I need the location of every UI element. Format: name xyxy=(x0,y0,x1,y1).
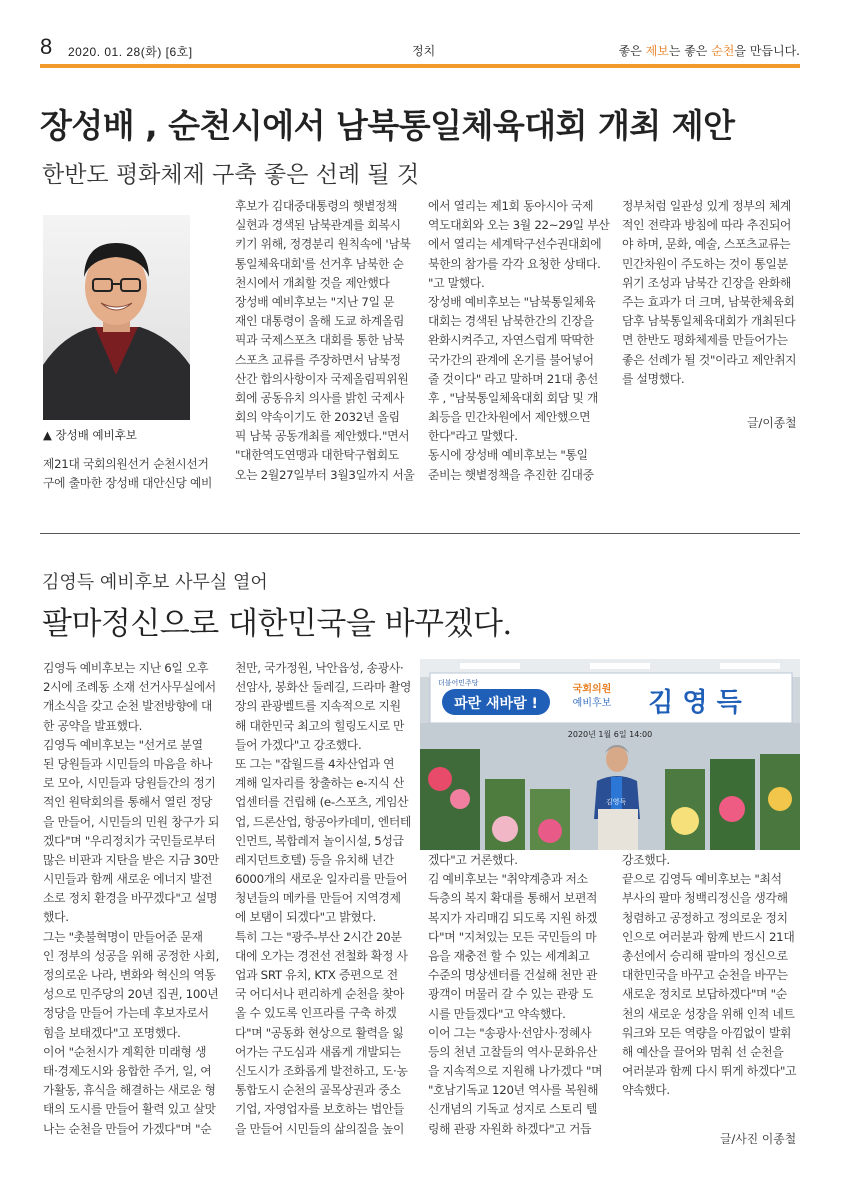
text-line: 청렴하고 공정하고 정의로운 정치 xyxy=(622,910,788,925)
text-line: 국가간의 관계에 온기를 불어넣어 xyxy=(428,352,594,367)
text-line: 음을 재충전 할 수 있는 세계최고 xyxy=(428,948,590,963)
text-line: 후 , "남북통일체육대회 회담 및 개 xyxy=(428,390,599,405)
text-line: 천시에서 개최할 것을 제안했다 xyxy=(235,275,390,290)
text-line: 장의 관광벨트를 지속적으로 지원 xyxy=(235,699,401,714)
text-line: 힘을 보태겠다"고 포명했다. xyxy=(43,1025,181,1040)
text-line: 계해 일자리를 창출하는 e-지식 산 xyxy=(235,776,404,791)
text-line: 올 수 있도록 인프라를 구축 하겠 xyxy=(235,1006,397,1021)
text-line: 여러분과 함께 다시 뛰게 하겠다"고 xyxy=(622,1064,797,1079)
text-line: 키기 위해, 정경분리 원칙속에 '남북 xyxy=(235,237,411,252)
text-line: 해 예산을 끌어와 멈춰 선 순천을 xyxy=(622,1044,784,1059)
text-line: 이어 그는 "송광사·선암사·정혜사 xyxy=(428,1025,592,1040)
article1-column-4 xyxy=(622,197,796,389)
text-line: 좋은 선례가 될 것"이라고 제안취지 xyxy=(622,352,797,367)
text-line: 끝으로 김영득 예비후보는 "최석 xyxy=(622,872,782,887)
text-line: 천만, 국가정원, 낙안읍성, 송광사· xyxy=(235,661,404,675)
text-line: 6000개의 새로운 일자리를 만들어 xyxy=(235,872,408,887)
text-line: 회의 약속이기도 한 2032년 올림 xyxy=(235,410,400,425)
page-number: 8 xyxy=(40,34,53,59)
text-line: 통합도시 순천의 골목상권과 중소 xyxy=(235,1083,401,1098)
banner-role-1: 국회의원 xyxy=(572,684,612,695)
text-line: 제21대 국회의원선거 순천시선거 xyxy=(43,457,209,471)
text-line: 후보가 김대중대통령의 햇볕정책 xyxy=(235,199,398,213)
article2-column-1 xyxy=(43,659,219,1139)
text-line: 에 보탬이 되겠다"고 밝혔다. xyxy=(235,910,376,925)
text-line: 링해 관광 자원화 하겠다"고 거듭 xyxy=(428,1121,592,1136)
article1-headline: 장성배 , 순천시에서 남북통일체육대회 개최 제안 xyxy=(40,106,735,145)
text-line: 에서 열리는 제1회 동아시아 국제 xyxy=(428,199,594,213)
text-line: 한 공약을 발표했다. xyxy=(43,718,143,733)
text-line: 구에 출마한 장성배 대안신당 예비 xyxy=(43,476,213,491)
text-line: 된 당원들과 시민들의 마음을 하나 xyxy=(43,756,213,771)
text-line: 김 예비후보는 "취약계층과 저소 xyxy=(428,872,588,887)
text-line: 김영득 예비후보는 "선거로 분열 xyxy=(43,737,203,752)
text-line: 대한민국을 바꾸고 순천을 바꾸는 xyxy=(622,968,788,983)
text-line: 들어 가겠다"고 강조했다. xyxy=(235,737,362,752)
article-divider xyxy=(40,533,800,534)
text-line: 산간 합의사항이자 국제올림픽위원 xyxy=(235,371,409,386)
text-line: 오는 2월27일부터 3월3일까지 서울 xyxy=(235,467,415,482)
text-line: 겠다"고 거론했다. xyxy=(428,853,518,867)
text-line: 를 설명했다. xyxy=(622,371,685,386)
text-line: 등의 천년 고찰들의 역사·문화유산 xyxy=(428,1044,598,1059)
text-line: 픽과 국제스포츠 대회를 통한 남북 xyxy=(235,333,405,348)
article2-headline: 팔마정신으로 대한민국을 바꾸겠다. xyxy=(42,606,512,642)
text-line: 2시에 조례동 소재 선거사무실에서 xyxy=(43,680,216,695)
text-line: 소로 정치 환경을 바꾸겠다"고 설명 xyxy=(43,891,218,906)
text-line: 기업, 자영업자를 보호하는 법안들 xyxy=(235,1102,405,1117)
banner-date: 2020년 1월 6일 14:00 xyxy=(567,730,653,739)
text-line: 한다"라고 말했다. xyxy=(428,429,518,444)
text-line: 인 정부의 성공을 위해 공정한 사회, xyxy=(43,948,220,963)
article1-column-3 xyxy=(428,197,609,485)
text-line: 민간차원이 주도하는 것이 통일분 xyxy=(622,256,788,271)
text-line: 복지가 자리매김 되도록 지원 하겠 xyxy=(428,910,598,925)
article2-pre-headline: 김영득 예비후보 사무실 열어 xyxy=(42,572,268,593)
text-line: 다"며 "공동화 현상으로 활력을 잃 xyxy=(235,1025,404,1040)
text-line: 에서 열리는 세계탁구선수권대회에 xyxy=(428,237,602,252)
text-line: 약속했다. xyxy=(622,1083,670,1098)
text-line: 시민들과 함께 새로운 에너지 발전 xyxy=(43,872,213,887)
text-line: 김영득 예비후보는 지난 6일 오후 xyxy=(43,661,209,675)
text-line: 실현과 경색된 남북관계를 회복시 xyxy=(235,218,401,233)
header-rule xyxy=(40,64,800,68)
banner-sash: 김영득 xyxy=(605,798,627,806)
text-line: 적인 원탁회의를 통해서 열린 정당 xyxy=(43,795,213,810)
text-line: 적인 전략과 방침에 따라 추진되어 xyxy=(622,218,792,233)
text-line: 가활동, 휴식을 해결하는 새로운 형 xyxy=(43,1083,216,1098)
text-line: 준비는 햇볕정책을 추진한 김대중 xyxy=(428,467,594,482)
text-line: 최등을 민간차원에서 제안했으면 xyxy=(428,410,591,425)
text-line: 장성배 예비후보는 "남북통일체육 xyxy=(428,294,596,309)
newspaper-slogan: 좋은 제보는 좋은 순천을 만듭니다. xyxy=(618,44,800,58)
text-line: 나는 순천을 만들어 가겠다"며 "순 xyxy=(43,1121,212,1136)
text-line: 스포츠 교류를 주장하면서 남북정 xyxy=(235,352,401,367)
text-line: 완화시켜주고, 자연스럽게 딱딱한 xyxy=(428,333,594,348)
banner-role-2: 예비후보 xyxy=(572,698,612,709)
text-line: 성으로 민주당의 20년 집권, 100년 xyxy=(43,987,219,1002)
text-line: 수준의 명상센터를 건설해 천만 관 xyxy=(428,968,598,983)
article1-credit: 글/이종철 xyxy=(747,416,797,430)
text-line: 다"며 "지쳐있는 모든 국민들의 마 xyxy=(428,929,597,944)
text-line: 레지던트호텔) 등을 유치해 년간 xyxy=(235,852,394,867)
text-line: 천의 새로운 성장을 위해 인적 네트 xyxy=(622,1006,795,1021)
text-line: 로 모아, 시민들과 당원들간의 정기 xyxy=(43,776,216,791)
text-line: 담후 남북통일체육대회가 개최된다 xyxy=(622,314,796,329)
text-line: 정의로운 나라, 변화와 혁신의 역동 xyxy=(43,968,216,982)
section-label: 정치 xyxy=(412,44,436,58)
article2-column-2 xyxy=(235,659,411,1139)
text-line: 회에 공동유치 의사를 밝힌 국제사 xyxy=(235,390,405,405)
article2-column-3 xyxy=(428,851,602,1139)
text-line: 대에 오가는 경전선 전철화 확정 사 xyxy=(235,948,408,963)
text-line: 주는 효과가 더 크며, 남북한체육회 xyxy=(622,294,795,309)
text-line: 국 어디서나 편리하게 순천을 찾아 xyxy=(235,987,405,1002)
text-line: 위기 조성과 남북간 긴장을 완화해 xyxy=(622,275,792,290)
text-line: 선암사, 봉화산 둘레길, 드라마 촬영 xyxy=(235,680,412,695)
article2-column-4 xyxy=(622,851,796,1100)
text-line: 특히 그는 "광주-부산 2시간 20분 xyxy=(235,929,402,944)
text-line: 야 하며, 문화, 예술, 스포츠교류는 xyxy=(622,237,791,252)
text-line: 이어 "순천시가 계획한 미래형 생 xyxy=(43,1044,207,1059)
publication-date: 2020. 01. 28(화) [6호] xyxy=(68,45,193,59)
text-line: 을 지속적으로 지원해 나가겠다 "며 xyxy=(428,1064,603,1079)
text-line: 역도대회와 오는 3월 22~29일 부산 xyxy=(428,218,610,233)
article1-subheadline: 한반도 평화체제 구축 좋은 선례 될 것 xyxy=(42,162,420,188)
text-line: 또 그는 "잡월드를 4차산업과 연 xyxy=(235,756,395,771)
text-line: 신개념의 기독교 성지로 스토리 텔 xyxy=(428,1102,598,1117)
text-line: 장성배 예비후보는 "지난 7일 문 xyxy=(235,294,395,309)
text-line: 신도시가 조화롭게 발전하고, 도·농 xyxy=(235,1063,408,1078)
article1-column-2 xyxy=(235,197,415,485)
text-line: 정부처럼 일관성 있게 정부의 체계 xyxy=(622,199,792,213)
text-line: 겠다"며 "우리정치가 국민들로부터 xyxy=(43,833,216,848)
text-line: 픽 남북 공동개최를 제안했다."면서 xyxy=(235,429,410,444)
text-line: 업과 SRT 유치, KTX 증편으로 전 xyxy=(235,968,398,982)
text-line: 새로운 정치로 보답하겠다"며 "순 xyxy=(622,987,787,1002)
banner-slogan: 파란 새바람 ! xyxy=(454,696,538,712)
text-line: 해 대한민국 최고의 힐링도시로 만 xyxy=(235,718,405,733)
text-line: 그는 "촛불혁명이 만들어준 문재 xyxy=(43,929,203,944)
photo-caption: ▲ 장성배 예비후보 xyxy=(43,428,137,442)
article1-column-1 xyxy=(43,455,212,493)
text-line: 인먼트, 복합레저 놀이시설, 5성급 xyxy=(235,833,404,848)
text-line: 재인 대통령이 올해 도쿄 하계올림 xyxy=(235,314,405,329)
text-line: "호남기독교 120년 역사를 복원해 xyxy=(428,1083,599,1098)
text-line: 인으로 여러분과 함께 반드시 21대 xyxy=(622,929,795,944)
text-line: 을 만들어, 시민들의 민원 창구가 되 xyxy=(43,814,220,829)
text-line: 동시에 장성배 예비후보는 "통일 xyxy=(428,448,588,463)
text-line: 줄 것이다" 라고 말하며 21대 총선 xyxy=(428,371,598,386)
text-line: 면 한반도 평화체제를 만들어가는 xyxy=(622,333,788,348)
article2-credit: 글/사진 이종철 xyxy=(720,1132,797,1146)
text-line: 득층의 복지 확대를 통해서 보편적 xyxy=(428,891,598,906)
text-line: 태·경제도시와 융합한 주거, 일, 여 xyxy=(43,1063,212,1078)
page-header xyxy=(40,28,800,64)
text-line: 대회는 경색된 남북한간의 긴장을 xyxy=(428,314,594,329)
text-line: 워크와 모든 역량을 아낌없이 발휘 xyxy=(622,1025,792,1040)
text-line: 부사의 팔마 청백리정신을 생각해 xyxy=(622,891,788,906)
text-line: 통일체육대회'를 선거후 남북한 순 xyxy=(235,256,404,271)
text-line: 태의 도시를 만들어 활력 있고 살맛 xyxy=(43,1102,216,1117)
text-line: 을 만들어 시민들의 삶의질을 높이 xyxy=(235,1121,405,1136)
text-line: 했다. xyxy=(43,910,69,925)
text-line: 청년들의 메카를 만들어 지역경제 xyxy=(235,891,401,906)
text-line: "고 말했다. xyxy=(428,275,485,290)
text-line: 어가는 구도심과 새롭게 개발되는 xyxy=(235,1044,401,1059)
text-line: 강조했다. xyxy=(622,853,670,867)
text-line: "대한역도연맹과 대한탁구협회도 xyxy=(235,448,399,463)
text-line: 광객이 머물러 갈 수 있는 관광 도 xyxy=(428,987,593,1002)
text-line: 업, 드론산업, 항공아카데미, 엔터테 xyxy=(235,814,412,829)
office-opening-photo xyxy=(420,659,800,850)
banner-name: 김 영 득 xyxy=(648,688,742,718)
text-line: 총선에서 승리해 팔마의 정신으로 xyxy=(622,948,788,963)
text-line: 북한의 참가를 각각 요청한 상태다. xyxy=(428,256,601,271)
text-line: 정당을 만들어 가는데 후보자로서 xyxy=(43,1006,209,1021)
candidate-portrait-photo xyxy=(43,215,190,420)
text-line: 시를 만들겠다"고 약속했다. xyxy=(428,1006,566,1021)
text-line: 개소식을 갖고 순천 발전방향에 대 xyxy=(43,699,213,714)
banner-party: 더불어민주당 xyxy=(438,679,479,687)
text-line: 업센터를 건립해 (e-스포츠, 게임산 xyxy=(235,795,409,810)
text-line: 많은 비판과 지탄을 받은 지금 30만 xyxy=(43,852,219,867)
